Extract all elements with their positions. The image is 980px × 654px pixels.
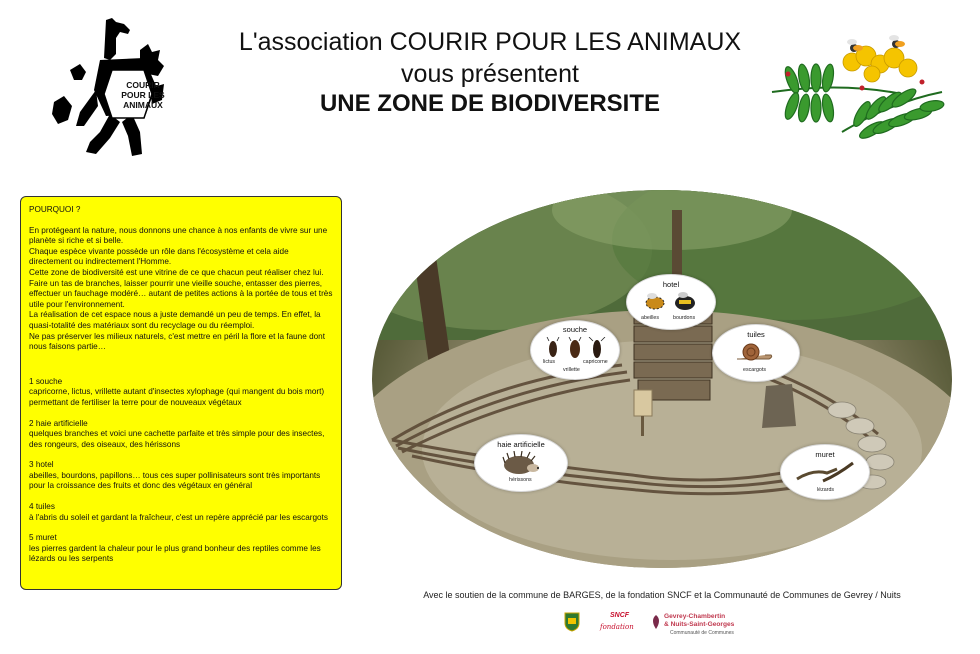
muret-bubble	[780, 444, 870, 500]
panel-heading: POURQUOI ?	[29, 205, 81, 214]
item-1-title: 1 souche	[29, 376, 63, 386]
sncf-sub-text: fondation	[600, 623, 634, 631]
title-line-3: UNE ZONE DE BIODIVERSITE	[319, 90, 661, 117]
item-2-text: quelques branches et voici une cachette parfaite et très simple pour des insectes, des rongeurs, des oiseaux, des hérissons	[29, 429, 325, 449]
snail-icon	[735, 341, 775, 363]
haie-label-herissons: hérissons	[509, 477, 532, 483]
support-text: Avec le soutien de la commune de BARGES, de la fondation SNCF et la Communauté de Communes de Gevrey / Nuits	[423, 590, 901, 600]
item-1-text: capricorne, lictus, vrillette autant d'insectes xylophage (qui mangent du bois mort) permettant de fertiliser la terre pour de nouveaux végétaux	[29, 387, 325, 407]
muret-title: muret	[815, 450, 835, 459]
title-line-1: L'association COURIR POUR LES ANIMAUX	[238, 28, 742, 56]
logo-text	[110, 70, 176, 120]
item-3-title: 3 hotel	[29, 460, 54, 470]
crest-icon	[564, 612, 580, 632]
panel-intro-1: En protégeant la nature, nous donnons une chance à nos enfants de vivre sur une planète si riche et si belle.	[29, 225, 328, 246]
tuiles-title: tuiles	[747, 330, 765, 339]
decorative-plant	[752, 22, 962, 152]
item-4-text: à l'abris du soleil et gardant la fraîcheur, c'est un repère apprécié par les escargots	[29, 512, 328, 522]
souche-label-vrillette: vrillette	[563, 367, 580, 373]
biodiversity-zone-photo	[372, 190, 952, 568]
gevrey-line-3: Communauté de Communes	[670, 630, 734, 636]
souche-title: souche	[562, 325, 588, 334]
muret-label-lezards: lézards	[817, 487, 835, 493]
panel-intro-5: Ne pas préserver les milieux naturels, c'est mettre en péril la flore et la faune dont nous faisons partie…	[29, 331, 326, 352]
panel-intro-3: Cette zone de biodiversité est une vitrine de ce que chacun peut réaliser chez lui. Faire un tas de branches, laisser pourrir une vieille souche, entasser des pierres, effectuer un fauchage modéré… autant de petites actions à la portée de tous et très utile pour l'environnement.	[29, 267, 333, 309]
haie-bubble	[474, 434, 568, 492]
hotel-title: hotel	[662, 280, 680, 289]
gevrey-line-1: Gevrey-Chambertin	[664, 613, 726, 620]
item-5-text: les pierres gardent la chaleur pour le plus grand bonheur des reptiles comme les lézards ou les serpents	[29, 543, 321, 564]
sncf-logo-text: SNCF	[610, 612, 630, 619]
association-logo	[40, 14, 180, 164]
item-4-title: 4 tuiles	[29, 502, 55, 512]
scene-illustration	[372, 190, 952, 568]
leaf-bee-illustration-icon	[752, 22, 962, 152]
panel-intro-4: La réalisation de cet espace nous a juste demandé un peu de temps. En effet, la quasi-totalité des matériaux sont du recyclage ou du réemploi.	[29, 310, 321, 330]
souche-bubble	[530, 320, 620, 380]
hotel-label-abeilles: abeilles	[641, 315, 659, 321]
barges-crest-logo	[564, 612, 580, 632]
gevrey-nuits-logo	[650, 612, 750, 638]
hedgehog-icon	[501, 451, 541, 475]
souche-label-capricorne: capricorne	[583, 359, 608, 365]
grape-leaf-icon	[650, 614, 662, 630]
sncf-foundation-logo	[598, 612, 638, 640]
item-3-text: abeilles, bourdons, papillons… tous ces super pollinisateurs sont très importants pour la croissance des fruits et donc des végétaux en général	[29, 470, 321, 491]
item-5-title: 5 muret	[29, 533, 57, 543]
tuiles-bubble	[712, 324, 800, 382]
beetle-icon	[543, 337, 607, 359]
souche-label-lictus: lictus	[543, 359, 556, 365]
tuiles-label-escargots: escargots	[743, 367, 766, 373]
haie-title: haie artificielle	[497, 440, 545, 449]
info-panel	[20, 196, 342, 590]
panel-intro-2: Chaque espèce vivante possède un rôle dans l'écosystème et cela aide directement ou indirectement l'Homme.	[29, 246, 289, 267]
hotel-label-bourdons: bourdons	[673, 315, 696, 321]
logo-line-2: POUR LES	[121, 90, 165, 100]
gevrey-line-2: & Nuits-Saint-Georges	[664, 621, 735, 628]
hotel-bubble	[626, 274, 716, 330]
logo-line-3: ANIMAUX	[123, 100, 163, 110]
logo-line-1: COURIR	[126, 80, 160, 90]
bee-bumblebee-icon	[641, 291, 701, 313]
item-2-title: 2 haie artificielle	[29, 418, 88, 428]
lizard-icon	[793, 459, 857, 485]
title-line-2: vous présentent	[401, 60, 579, 88]
